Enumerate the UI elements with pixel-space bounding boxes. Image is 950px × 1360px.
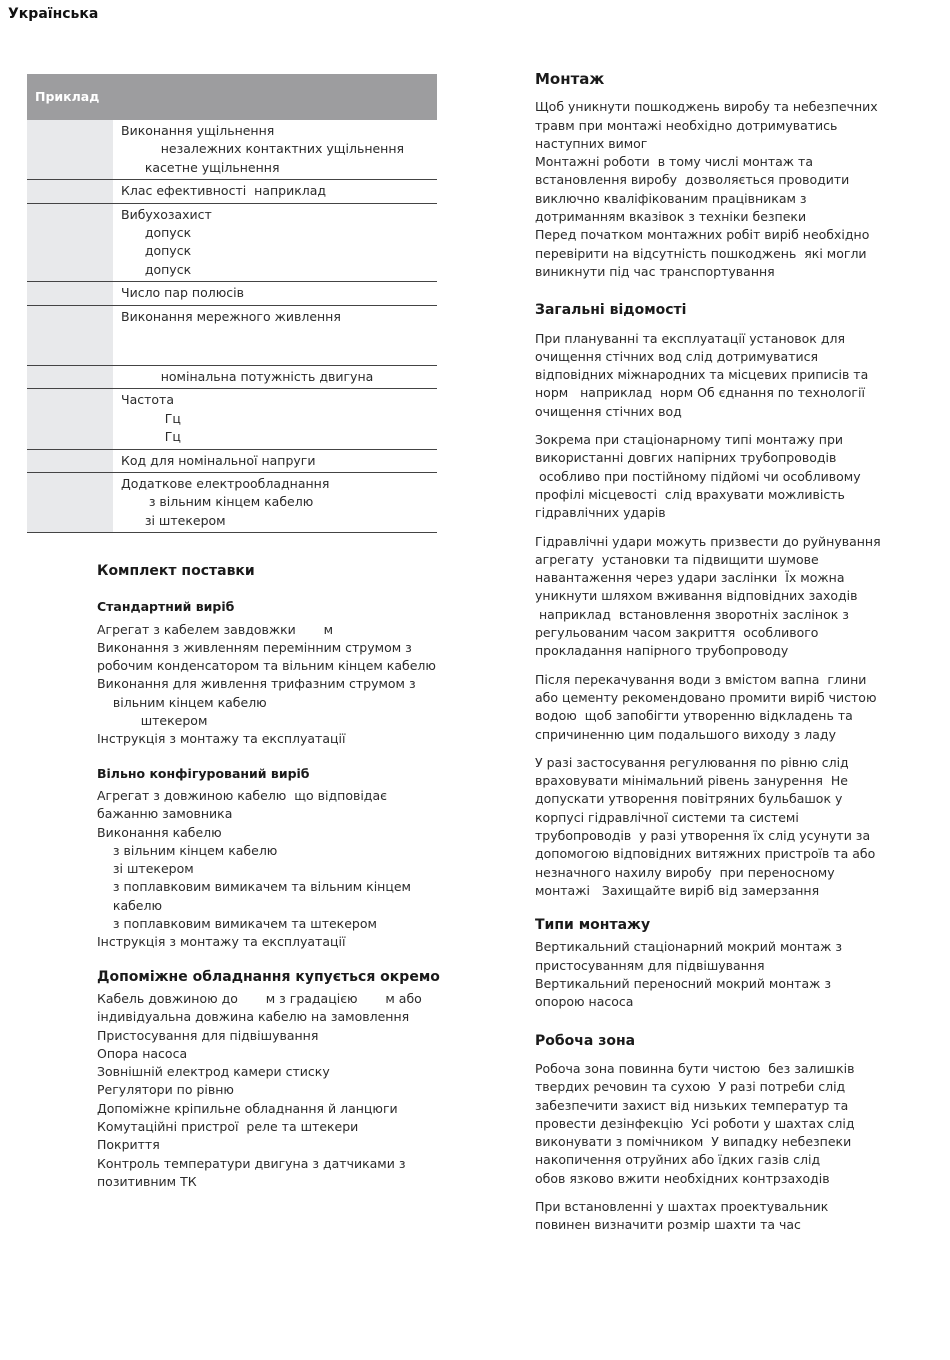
text-line: з вільним кінцем кабелю [97, 842, 278, 858]
types-text [535, 938, 885, 1011]
table-row [27, 282, 437, 305]
text-line: Після перекачування води з вмістом вапна глини [535, 671, 867, 687]
text-line: Виконання кабелю [97, 824, 222, 840]
montage-text [535, 98, 885, 281]
table-header-example: Приклад [27, 74, 113, 120]
text-line: штекером [97, 713, 208, 729]
table-cell-label [27, 472, 113, 532]
text-line: допуск [121, 225, 192, 241]
text-line: травм при монтажі необхідно дотримуватись [535, 117, 838, 133]
text-line: очищення стічних вод [535, 403, 682, 419]
text-line: уникнути шляхом вживання відповідних заходів [535, 588, 858, 604]
text-line: перевірити на відсутність пошкоджень які могли [535, 245, 867, 261]
text-line: зі штекером [97, 861, 194, 877]
right-column [535, 70, 885, 1235]
paragraph [535, 1198, 885, 1235]
table-cell-value [113, 180, 437, 203]
language-label: Українська [8, 6, 99, 22]
montage-heading: Монтаж [535, 70, 605, 88]
text-line: Виконання ущільнення [121, 123, 275, 138]
text-line: регульованим часом закриття особливого [535, 625, 819, 641]
text-line: виключно кваліфікованим працівникам з [535, 190, 807, 206]
text-line: Інструкція з монтажу та експлуатації [97, 731, 346, 747]
paragraph [535, 671, 885, 744]
text-line: Клас ефективності наприклад [121, 183, 327, 199]
text-line: дотриманням вказівок з техніки безпеки [535, 209, 807, 225]
text-line: монтажі Захищайте виріб від замерзання [535, 882, 820, 898]
table-cell-label [27, 282, 113, 305]
text-line: бажанню замовника [97, 806, 233, 822]
text-line: Монтажні роботи в тому числі монтаж та [535, 154, 813, 170]
text-line: робочим конденсатором та вільним кінцем кабелю [97, 658, 436, 674]
text-line: Контроль температури двигуна з датчиками з [97, 1155, 406, 1171]
text-line: незалежних контактних ущільнення [121, 141, 405, 157]
text-line: твердих речовин та сухою У разі потреби слід [535, 1079, 846, 1095]
text-line: Частота [121, 392, 174, 408]
configurable-list [97, 787, 447, 952]
text-line: з поплавковим вимикачем та вільним кінцем [97, 879, 411, 895]
table-cell-value [113, 389, 437, 449]
text-line: опорою насоса [535, 994, 634, 1010]
text-line: Число пар полюсів [121, 285, 244, 301]
table-cell-value [113, 472, 437, 532]
text-line: Гц [121, 410, 181, 426]
text-line: зі штекером [121, 512, 226, 528]
text-line: Виконання мережного живлення [121, 308, 341, 324]
delivery-heading: Комплект поставки [97, 563, 255, 579]
text-line: Зовнішній електрод камери стиску [97, 1064, 330, 1080]
text-line: Кабель довжиною до м з градацією м або [97, 990, 422, 1006]
table-row [27, 305, 437, 365]
table-row [27, 449, 437, 472]
table-cell-value [113, 203, 437, 282]
paragraph [535, 431, 885, 522]
text-line: наступних вимог [535, 135, 648, 151]
text-line: з поплавковим вимикачем та штекером [97, 916, 377, 932]
text-line: прокладання напірного трубопроводу [535, 643, 789, 659]
standard-heading: Стандартний виріб [97, 599, 235, 615]
table-cell-label [27, 120, 113, 180]
text-line: виконувати з помічником У випадку небезпеки [535, 1134, 852, 1150]
text-line: Код для номінальної напруги [121, 452, 316, 468]
text-line: При встановленні у шахтах проектувальник [535, 1199, 829, 1215]
text-line: Вертикальний стаціонарний мокрий монтаж з [535, 939, 843, 955]
text-line: повинен визначити розмір шахти та час [535, 1217, 801, 1233]
configurable-heading: Вільно конфігурований виріб [97, 765, 310, 781]
text-line: Вибухозахист [121, 206, 212, 222]
table-row [27, 120, 437, 180]
text-line: вільним кінцем кабелю [97, 694, 267, 710]
text-line: обов язково вжити необхідних контрзаходів [535, 1170, 830, 1186]
text-line: Додаткове електрообладнання [121, 475, 330, 491]
text-line: У разі застосування регулювання по рівню слід [535, 754, 849, 770]
table-cell-label [27, 365, 113, 388]
paragraph [535, 533, 885, 661]
text-line: виникнути під час транспортування [535, 263, 775, 279]
text-line: Робоча зона повинна бути чистою без залишків [535, 1060, 855, 1076]
text-line: провести дезінфекцію Усі роботи у шахтах слід [535, 1115, 855, 1131]
paragraph [535, 754, 885, 900]
table-cell-label [27, 389, 113, 449]
text-line: Пристосування для підвішування [97, 1027, 319, 1043]
standard-list [97, 621, 447, 749]
text-line: агрегату установки та підвищити шумове [535, 551, 819, 567]
text-line: трубопроводів у разі утворення їх слід усунути за [535, 827, 871, 843]
table-cell-label [27, 305, 113, 365]
text-line: гідравлічних ударів [535, 505, 666, 521]
accessories-heading: Допоміжне обладнання купується окремо [97, 968, 440, 985]
example-table [27, 74, 437, 533]
text-line: індивідуальна довжина кабелю на замовлення [97, 1009, 410, 1025]
text-line: особливо при постійному підйомі чи особливому [535, 468, 861, 484]
text-line: незначного нахилу виробу при переносному [535, 864, 835, 880]
table-cell-label [27, 180, 113, 203]
text-line: Щоб уникнути пошкоджень виробу та небезпечних [535, 99, 878, 115]
text-line: пристосуванням для підвішування [535, 957, 765, 973]
table-cell-label [27, 449, 113, 472]
text-line: Зокрема при стаціонарному типі монтажу при [535, 432, 844, 448]
text-line: Регулятори по рівню [97, 1082, 234, 1098]
table-cell-value [113, 365, 437, 388]
text-line: забезпечити захист від низьких температур та [535, 1097, 849, 1113]
text-line: Інструкція з монтажу та експлуатації [97, 934, 346, 950]
text-line: Вертикальний переносний мокрий монтаж з [535, 976, 831, 992]
table-cell-label [27, 203, 113, 282]
table-header-empty [113, 74, 437, 120]
text-line: Опора насоса [97, 1045, 188, 1061]
text-line: Гц [121, 429, 181, 445]
workzone-heading: Робоча зона [535, 1032, 636, 1049]
text-line: При плануванні та експлуатації установок для [535, 330, 845, 346]
text-line: використанні довгих напірних трубопроводів [535, 450, 837, 466]
text-line: позитивним ТК [97, 1173, 197, 1189]
text-line: Виконання з живленням перемінним струмом з [97, 639, 412, 655]
text-line: накопичення отруйних або їдких газів слід [535, 1152, 821, 1168]
table-row [27, 180, 437, 203]
text-line: враховувати мінімальний рівень занурення Не [535, 773, 848, 789]
text-line: номінальна потужність двигуна [121, 368, 374, 384]
accessories-list [97, 990, 447, 1191]
text-line: допуск [121, 261, 192, 277]
table-cell-value [113, 120, 437, 180]
text-line: норм наприклад норм Об єднання по технології [535, 385, 865, 401]
text-line: Агрегат з довжиною кабелю що відповідає [97, 787, 387, 803]
text-line: або цементу рекомендовано промити виріб чистою [535, 689, 877, 705]
text-line: допуск [121, 243, 192, 259]
types-heading: Типи монтажу [535, 917, 651, 934]
left-column [97, 562, 447, 1191]
text-line: Перед початком монтажних робіт виріб необхідно [535, 227, 870, 243]
table-body [27, 120, 437, 533]
table-cell-value [113, 282, 437, 305]
table-cell-value [113, 305, 437, 365]
text-line: профілі місцевості слід врахувати можливість [535, 486, 845, 502]
text-line: Гідравлічні удари можуть призвести до руйнування [535, 533, 881, 549]
table-row [27, 389, 437, 449]
text-line: навантаження через удари заслінки Їх можна [535, 570, 845, 586]
text-line: кабелю [97, 897, 163, 913]
text-line: з вільним кінцем кабелю [121, 494, 314, 510]
paragraph [535, 1060, 885, 1188]
text-line: допускати утворення повітряних бульбашок у [535, 791, 843, 807]
text-line: очищення стічних вод слід дотримуватися [535, 348, 819, 364]
general-heading: Загальні відомості [535, 302, 687, 319]
text-line: касетне ущільнення [121, 159, 280, 175]
text-line: Комутаційні пристрої реле та штекери [97, 1119, 359, 1135]
workzone-text [535, 1060, 885, 1235]
general-text [535, 330, 885, 901]
text-line [121, 344, 437, 362]
text-line: встановлення виробу дозволяється проводити [535, 172, 850, 188]
text-line: допомогою відповідних витяжних пристроїв та або [535, 846, 876, 862]
text-line [121, 326, 437, 344]
table-row [27, 365, 437, 388]
table-row [27, 203, 437, 282]
text-line: Агрегат з кабелем завдовжки м [97, 621, 334, 637]
table-cell-value [113, 449, 437, 472]
text-line: Покриття [97, 1137, 160, 1153]
text-line: Допоміжне кріпильне обладнання й ланцюги [97, 1100, 398, 1116]
text-line: водою щоб запобігти утворенню відкладень та [535, 708, 853, 724]
text-line: відповідних міжнародних та місцевих приписів та [535, 367, 869, 383]
table-header-row [27, 74, 437, 120]
paragraph [535, 330, 885, 421]
text-line: спричиненню цим подальшого виходу з ладу [535, 726, 836, 742]
text-line: корпусі гідравлічної системи та системі [535, 809, 799, 825]
text-line: Виконання для живлення трифазним струмом з [97, 676, 416, 692]
table-row [27, 472, 437, 532]
text-line: наприклад встановлення зворотніх заслінок з [535, 606, 849, 622]
